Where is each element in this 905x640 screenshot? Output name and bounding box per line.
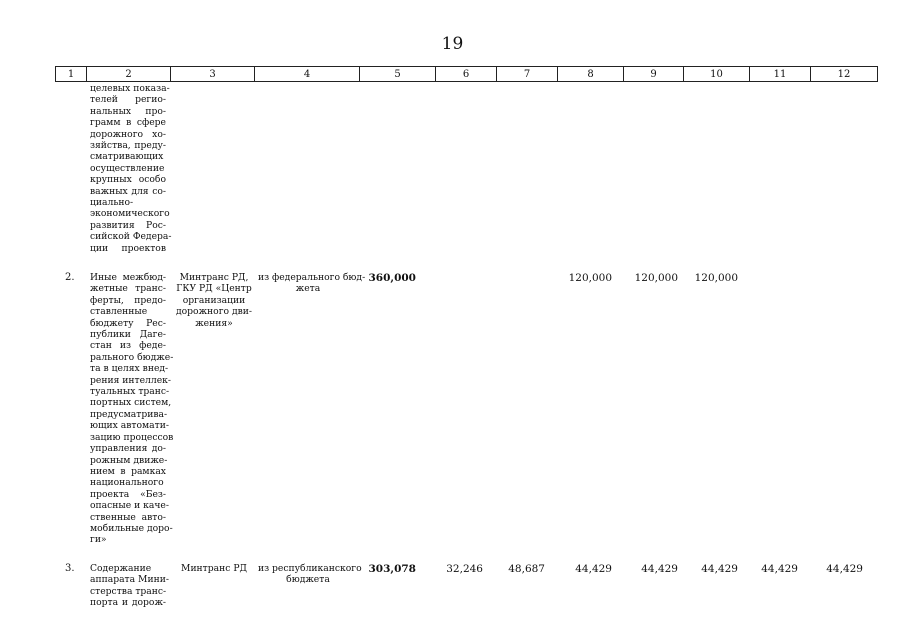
header-col-1: 1 <box>55 66 87 82</box>
text-line: предусматрива- <box>90 408 168 420</box>
text-line: управления до- <box>90 443 166 455</box>
text-line: организации <box>182 294 246 306</box>
text-line: из республиканского <box>258 563 362 574</box>
text-line: важных для со- <box>90 185 166 197</box>
header-col-7: 7 <box>497 66 558 82</box>
row-value-col9: 44,429 <box>641 563 678 575</box>
header-col-6: 6 <box>436 66 497 82</box>
text-line: бюджету Рес- <box>90 317 166 329</box>
text-line: стан из феде- <box>90 340 166 352</box>
text-line: ги» <box>90 534 107 546</box>
header-col-2: 2 <box>87 66 171 82</box>
row-value-col7: 48,687 <box>508 563 545 575</box>
header-col-10: 10 <box>684 66 750 82</box>
text-line: стерства транс- <box>90 585 167 597</box>
text-line: национального <box>90 477 164 489</box>
text-line: бюджета <box>286 574 330 586</box>
header-col-5: 5 <box>360 66 436 82</box>
text-line: ГКУ РД «Центр <box>176 283 252 295</box>
text-line: осуществление <box>90 162 165 174</box>
row-value-col9: 120,000 <box>634 272 678 284</box>
row-description <box>90 563 169 609</box>
text-line: грамм в сфере <box>90 117 166 129</box>
text-line: туальных транс- <box>90 386 170 398</box>
row-number: 2. <box>65 272 75 283</box>
text-line: телей регио- <box>90 94 166 106</box>
text-line: целевых показа- <box>90 83 170 94</box>
row-executor <box>174 272 254 329</box>
text-line: портных систем, <box>90 397 172 409</box>
text-line: рального бюдже- <box>90 351 174 363</box>
header-col-4: 4 <box>255 66 360 82</box>
header-col-9: 9 <box>624 66 684 82</box>
header-col-3: 3 <box>171 66 255 82</box>
text-line: аппарата Мини- <box>90 574 169 586</box>
header-col-8: 8 <box>558 66 624 82</box>
row-total: 303,078 <box>368 563 416 575</box>
row-value-col8: 44,429 <box>575 563 612 575</box>
header-col-12: 12 <box>811 66 878 82</box>
text-line: нальных про- <box>90 105 166 117</box>
text-line: публики Даге- <box>90 329 166 341</box>
text-line: сийской Федера- <box>90 231 172 243</box>
text-line: рения интеллек- <box>90 374 172 386</box>
row-value-col12: 44,429 <box>826 563 863 575</box>
row-value-col8: 120,000 <box>568 272 612 284</box>
text-line: развития Рос- <box>90 219 166 231</box>
continued-description <box>90 83 172 254</box>
text-line: жетные транс- <box>90 283 166 295</box>
header-col-11: 11 <box>750 66 811 82</box>
text-line: жета <box>295 283 321 295</box>
row-value-col10: 44,429 <box>701 563 738 575</box>
text-line: зяйства, преду- <box>90 140 166 152</box>
text-line: ферты, предо- <box>90 294 166 306</box>
row-value-col10: 120,000 <box>694 272 738 284</box>
text-line: сматривающих <box>90 151 164 163</box>
text-line: дорожного дви- <box>175 306 253 318</box>
text-line: нием в рамках <box>90 465 166 477</box>
text-line: крупных особо <box>90 174 166 186</box>
text-line: проекта «Без- <box>90 488 166 500</box>
text-line: экономического <box>90 208 170 220</box>
row-description <box>90 272 174 546</box>
text-line: Минтранс РД <box>181 563 247 574</box>
row-number: 3. <box>65 563 75 574</box>
row-total: 360,000 <box>368 272 416 284</box>
text-line: Иные межбюд- <box>90 272 166 283</box>
text-line: дорожного хо- <box>90 128 166 140</box>
text-line: Минтранс РД, <box>179 272 249 283</box>
row-value-col6: 32,246 <box>446 563 483 575</box>
row-source <box>258 272 366 295</box>
text-line: та в целях внед- <box>90 363 169 375</box>
text-line: Содержание <box>90 563 152 574</box>
text-line: из федерального бюд- <box>258 272 366 283</box>
text-line: опасные и каче- <box>90 500 169 512</box>
text-line: ющих автомати- <box>90 420 169 432</box>
text-line: жения» <box>195 317 233 329</box>
page-number: 19 <box>441 34 464 54</box>
text-line: ставленные <box>90 306 148 318</box>
row-source <box>258 563 362 586</box>
text-line: циально- <box>90 197 134 209</box>
text-line: мобильные доро- <box>90 522 173 534</box>
text-line: ции проектов <box>90 242 166 254</box>
text-line: ственные авто- <box>90 511 166 523</box>
row-executor <box>174 563 254 574</box>
text-line: рожным движе- <box>90 454 168 466</box>
text-line: порта и дорож- <box>90 597 166 609</box>
row-value-col11: 44,429 <box>761 563 798 575</box>
text-line: зацию процессов <box>90 431 174 443</box>
